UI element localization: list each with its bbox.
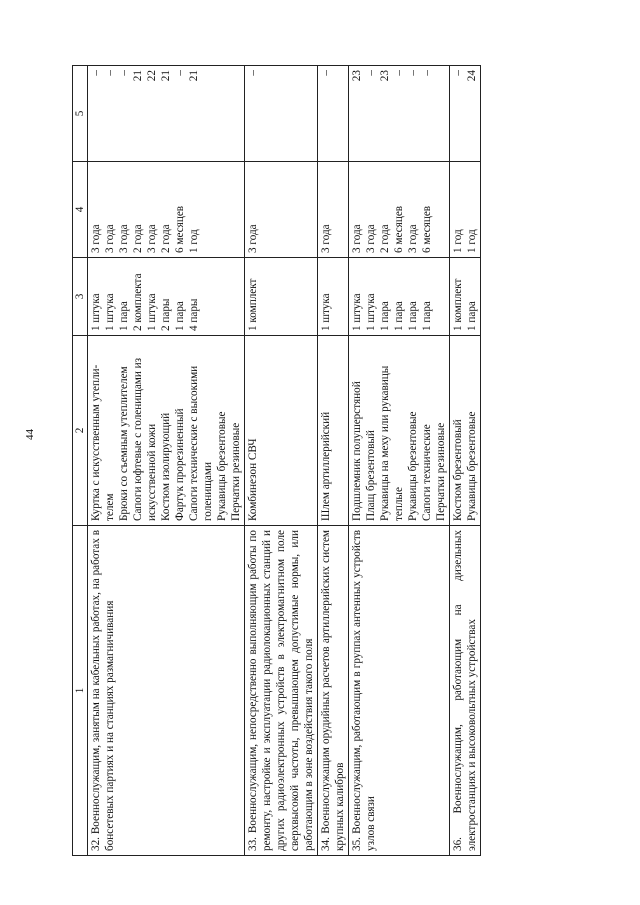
note-line: – <box>247 70 259 76</box>
term-line: 6 месяцев <box>421 205 433 253</box>
quantity-cell <box>245 258 318 336</box>
term-line: 1 год <box>452 229 464 253</box>
note-line: 21 <box>188 70 200 82</box>
position-cell: 35. Военнослужащим, работающим в группах антенных устройств узлов связи <box>349 526 450 856</box>
note-line: 21 <box>160 70 172 82</box>
table-row <box>349 66 450 856</box>
term-line: 2 года <box>132 224 144 253</box>
note-cell <box>88 66 245 162</box>
term-cell <box>245 162 318 258</box>
quantity-line: 1 пара <box>393 301 405 331</box>
item-line: Подшлемник полушерстяной <box>351 381 363 521</box>
note-line: – <box>104 70 116 76</box>
header-col-5: 5 <box>73 66 88 162</box>
quantity-cell <box>88 258 245 336</box>
item-cell <box>245 336 318 526</box>
term-line: 3 года <box>365 224 377 253</box>
term-line: 3 года <box>407 224 419 253</box>
note-cell <box>318 66 349 162</box>
header-col-1: 1 <box>73 526 88 856</box>
note-line: – <box>365 70 377 76</box>
item-line: Рукавицы брезентовые <box>466 411 478 521</box>
note-line: – <box>90 70 102 76</box>
item-line: Сапоги технические с высокими голенищами <box>188 365 214 521</box>
note-line: – <box>393 70 405 76</box>
quantity-line: 1 пара <box>407 301 419 331</box>
note-line: 24 <box>466 70 478 82</box>
rotated-table-sheet <box>72 66 620 856</box>
term-line: 3 года <box>247 224 259 253</box>
quantity-cell <box>349 258 450 336</box>
position-cell: 36. Военнослужащим, работающим на дизельных электростанциях и высоковольтных устройствах <box>450 526 481 856</box>
item-line: Рукавицы брезентовые <box>407 411 419 521</box>
note-line: 23 <box>351 70 363 82</box>
note-line: – <box>174 70 186 76</box>
header-col-3: 3 <box>73 258 88 336</box>
table-row <box>450 66 481 856</box>
item-line: Перчатки резиновые <box>435 422 447 521</box>
note-cell <box>245 66 318 162</box>
item-line: Рукавицы брезентовые <box>216 411 228 521</box>
quantity-line: 1 пара <box>421 301 433 331</box>
quantity-line: 1 штука <box>104 293 116 331</box>
clothing-norms-table <box>72 65 481 856</box>
quantity-line: 1 штука <box>320 293 332 331</box>
note-line: – <box>118 70 130 76</box>
quantity-line: 1 пара <box>379 301 391 331</box>
note-cell <box>450 66 481 162</box>
position-cell: 33. Военнослужащим, непосредственно выполняющим работы по ремонту, настройке и эксплуатации радиолокационных станций и других радиоэлектронных устройств в электромагнитном поле сверхвысокой частоты, превышающем допустимые нормы, или работающим в зоне воздействия такого поля <box>245 526 318 856</box>
term-line: 2 года <box>160 224 172 253</box>
position-cell: 32. Военнослужащим, занятым на кабельных работах, на работах в бонсетевых партиях и на станциях размагничивания <box>88 526 245 856</box>
item-line: Перчатки резиновые <box>230 422 242 521</box>
item-cell <box>88 336 245 526</box>
item-line: Плащ брезентовый <box>365 430 377 521</box>
note-line: 22 <box>146 70 158 82</box>
item-line: Брюки со съемным утеплителем <box>118 366 130 521</box>
term-line: 2 года <box>379 224 391 253</box>
note-line: – <box>452 70 464 76</box>
item-line: Куртка с искусственным утепли-телем <box>90 364 116 521</box>
term-cell <box>349 162 450 258</box>
item-line: Костюм брезентовый <box>452 419 464 521</box>
quantity-line: 1 комплект <box>247 278 259 331</box>
header-col-2: 2 <box>73 336 88 526</box>
term-line: 6 месяцев <box>393 205 405 253</box>
table-row <box>245 66 318 856</box>
table-row <box>88 66 245 856</box>
term-line: 3 года <box>104 224 116 253</box>
quantity-cell <box>450 258 481 336</box>
page-number: 44 <box>24 429 36 440</box>
term-line: 3 года <box>90 224 102 253</box>
term-cell <box>88 162 245 258</box>
item-line: Сапоги технические <box>421 424 433 521</box>
term-line: 3 года <box>351 224 363 253</box>
term-line: 3 года <box>146 224 158 253</box>
note-line: – <box>407 70 419 76</box>
quantity-line: 1 пара <box>118 301 130 331</box>
item-cell <box>318 336 349 526</box>
note-line: – <box>320 70 332 76</box>
quantity-line: 1 пара <box>466 301 478 331</box>
quantity-line: 1 штука <box>351 293 363 331</box>
item-line: Шлем артиллерийский <box>320 411 332 521</box>
quantity-line: 1 штука <box>365 293 377 331</box>
quantity-cell <box>318 258 349 336</box>
item-cell <box>450 336 481 526</box>
quantity-line: 2 комплекта <box>132 273 144 331</box>
position-cell: 34. Военнослужащим орудийных расчетов артиллерийских систем крупных калибров <box>318 526 349 856</box>
term-line: 6 месяцев <box>174 205 186 253</box>
item-line: Сапоги юфтевые с голенищами из искусственной кожи <box>132 357 158 521</box>
term-cell <box>318 162 349 258</box>
quantity-line: 4 пары <box>188 298 200 331</box>
quantity-line: 1 комплект <box>452 278 464 331</box>
item-line: Комбинезон СВЧ <box>247 438 259 521</box>
item-line: Костюм изолирующий <box>160 412 172 521</box>
header-row <box>73 66 88 856</box>
note-cell <box>349 66 450 162</box>
term-cell <box>450 162 481 258</box>
table-row <box>318 66 349 856</box>
note-line: 21 <box>132 70 144 82</box>
quantity-line: 1 пара <box>174 301 186 331</box>
term-line: 1 год <box>188 229 200 253</box>
item-cell <box>349 336 450 526</box>
header-col-4: 4 <box>73 162 88 258</box>
quantity-line: 1 штука <box>146 293 158 331</box>
quantity-line: 2 пары <box>160 298 172 331</box>
quantity-line: 1 штука <box>90 293 102 331</box>
note-line: – <box>421 70 433 76</box>
item-line: Фартук прорезиненный <box>174 408 186 521</box>
item-line: Рукавицы на меху или рукавицы теплые <box>379 365 405 521</box>
term-line: 3 года <box>118 224 130 253</box>
term-line: 3 года <box>320 224 332 253</box>
note-line: 23 <box>379 70 391 82</box>
term-line: 1 год <box>466 229 478 253</box>
